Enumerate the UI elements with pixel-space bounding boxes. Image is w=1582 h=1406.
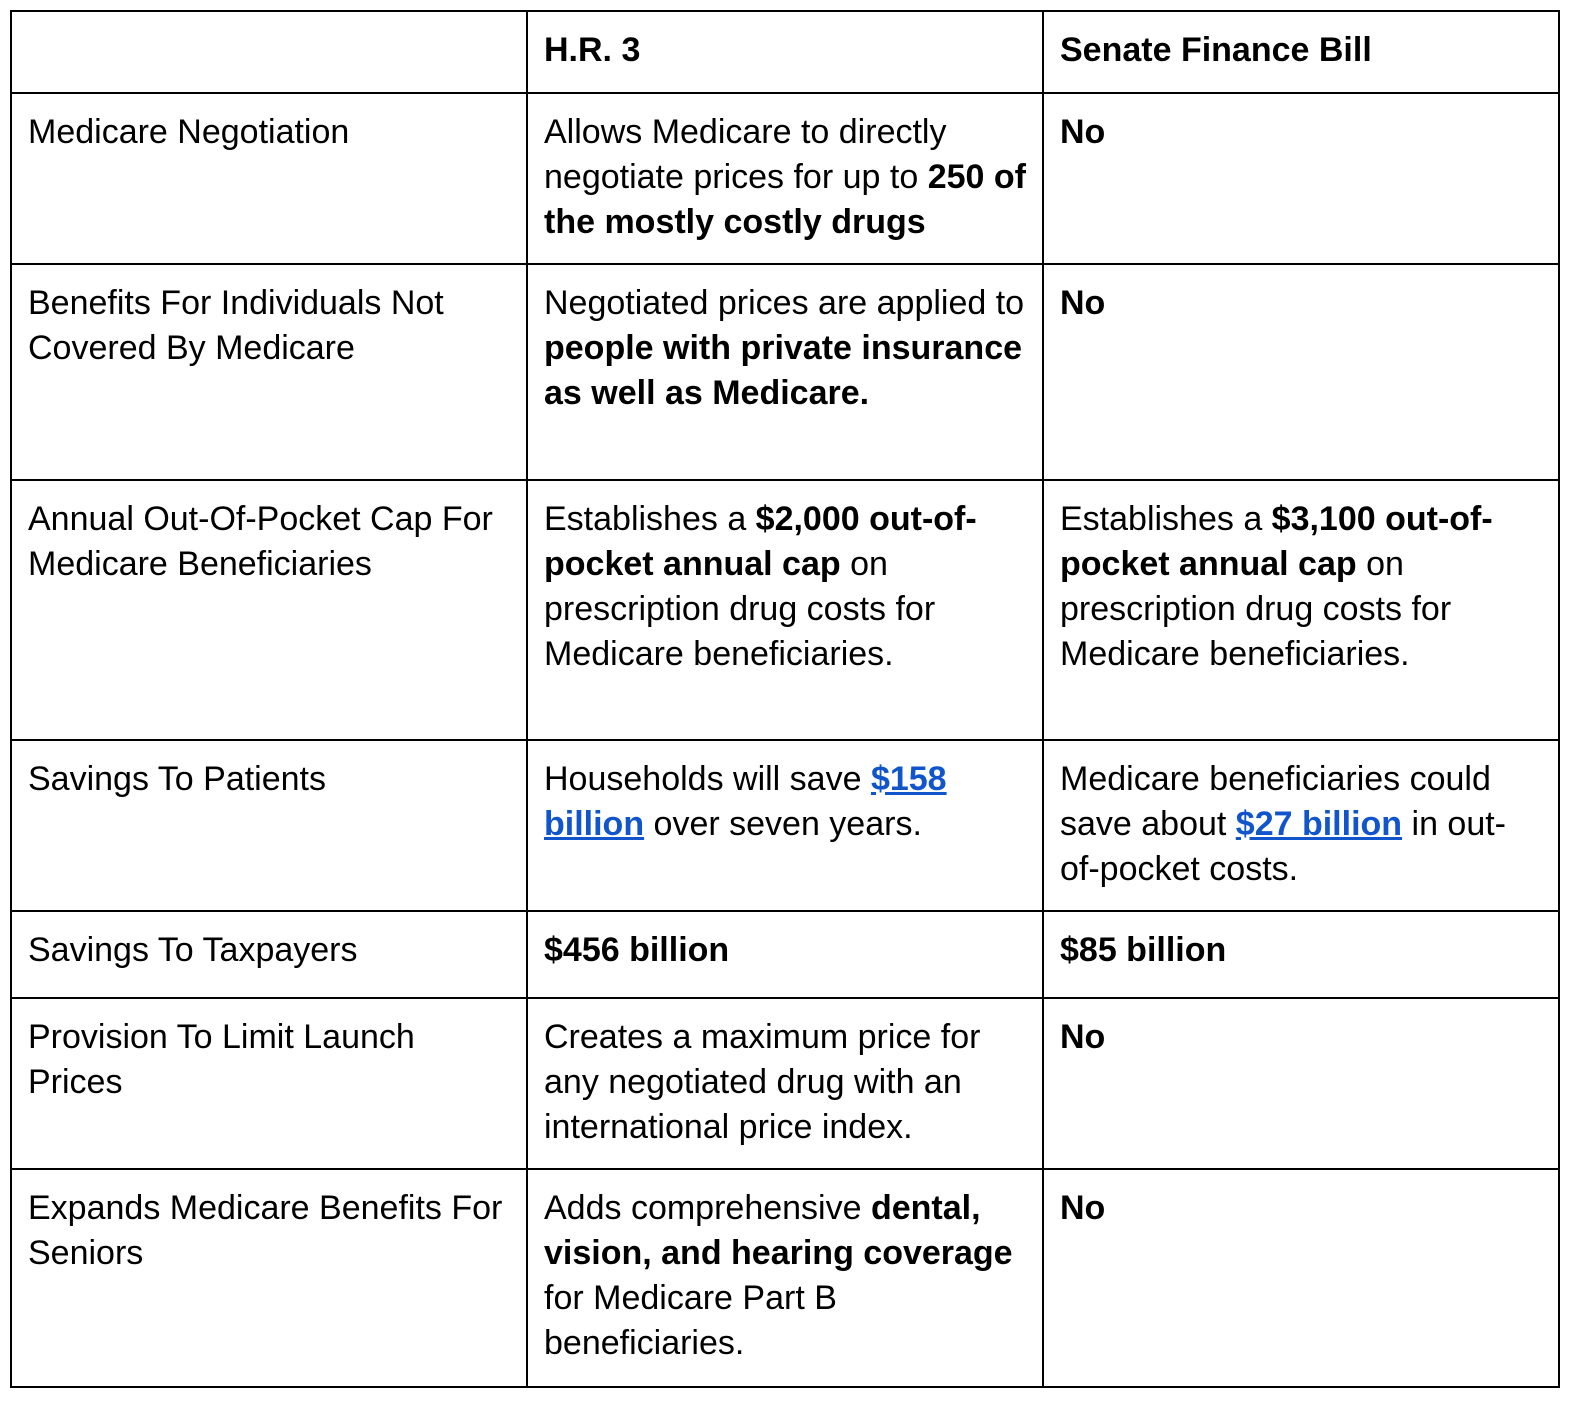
header-senate-finance-bill: Senate Finance Bill <box>1043 11 1559 93</box>
cell-bold-text: No <box>1060 284 1106 322</box>
row-label: Benefits For Individuals Not Covered By Medicare <box>11 264 527 480</box>
table-row <box>11 264 1559 480</box>
cell-text: Allows Medicare to directly negotiate prices for up to <box>544 113 947 196</box>
cell-bold-text: No <box>1060 1189 1106 1227</box>
senate-cell <box>1043 740 1559 911</box>
senate-cell <box>1043 480 1559 740</box>
savings-158-billion-link[interactable]: $158 billion <box>544 760 947 843</box>
hr3-cell <box>527 1169 1043 1387</box>
comparison-table <box>10 10 1560 1388</box>
row-label: Provision To Limit Launch Prices <box>11 998 527 1169</box>
senate-cell <box>1043 1169 1559 1387</box>
cell-bold-text: $2,000 out-of-pocket annual cap <box>544 500 977 583</box>
table-row <box>11 998 1559 1169</box>
cell-text: Adds comprehensive <box>544 1189 871 1227</box>
savings-27-billion-link[interactable]: $27 billion <box>1235 805 1403 843</box>
cell-text: Medicare beneficiaries could save about <box>1060 760 1491 843</box>
header-empty-cell <box>11 11 527 93</box>
table-row <box>11 1169 1559 1387</box>
cell-bold-text: dental, vision, and hearing coverage <box>544 1189 1013 1272</box>
cell-text: Establishes a <box>1060 500 1272 538</box>
senate-cell <box>1043 264 1559 480</box>
header-row <box>11 11 1559 93</box>
cell-bold-text: $456 billion <box>544 931 730 969</box>
row-label: Expands Medicare Benefits For Seniors <box>11 1169 527 1387</box>
hr3-cell <box>527 93 1043 264</box>
row-label: Savings To Taxpayers <box>11 911 527 998</box>
senate-cell <box>1043 93 1559 264</box>
header-hr3: H.R. 3 <box>527 11 1043 93</box>
row-label: Annual Out-Of-Pocket Cap For Medicare Beneficiaries <box>11 480 527 740</box>
table-row <box>11 93 1559 264</box>
row-label: Savings To Patients <box>11 740 527 911</box>
cell-text: in out-of-pocket costs. <box>1060 805 1507 888</box>
cell-bold-text: $85 billion <box>1060 931 1227 969</box>
table-row <box>11 740 1559 911</box>
hr3-cell <box>527 480 1043 740</box>
senate-cell <box>1043 998 1559 1169</box>
hr3-cell <box>527 740 1043 911</box>
cell-text: Creates a maximum price for any negotiated drug with an international price index. <box>544 1018 981 1146</box>
cell-text: Households will save <box>544 760 871 798</box>
hr3-cell <box>527 998 1043 1169</box>
cell-text: Negotiated prices are applied to <box>544 284 1025 322</box>
hr3-cell <box>527 911 1043 998</box>
cell-text: for Medicare Part B beneficiaries. <box>544 1279 837 1362</box>
table-row <box>11 480 1559 740</box>
cell-bold-text: 250 of the mostly costly drugs <box>544 158 1026 241</box>
table-row <box>11 911 1559 998</box>
senate-cell <box>1043 911 1559 998</box>
cell-text: Establishes a <box>544 500 756 538</box>
row-label: Medicare Negotiation <box>11 93 527 264</box>
cell-text: on prescription drug costs for Medicare beneficiaries. <box>544 545 936 673</box>
cell-bold-text: $3,100 out-of-pocket annual cap <box>1060 500 1493 583</box>
cell-text: on prescription drug costs for Medicare beneficiaries. <box>1060 545 1452 673</box>
cell-bold-text: No <box>1060 113 1106 151</box>
cell-bold-text: No <box>1060 1018 1106 1056</box>
cell-text: over seven years. <box>644 805 922 843</box>
cell-bold-text: people with private insurance as well as Medicare. <box>544 329 1023 412</box>
hr3-cell <box>527 264 1043 480</box>
